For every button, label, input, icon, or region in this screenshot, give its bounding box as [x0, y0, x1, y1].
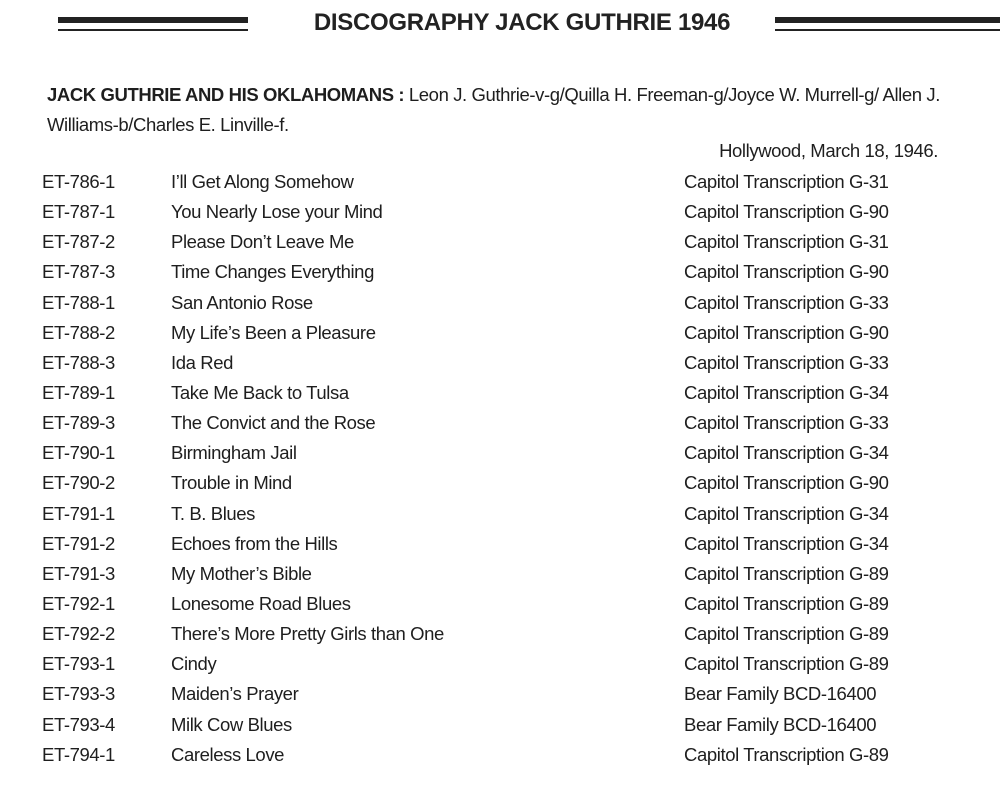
song-title: Ida Red — [171, 351, 233, 373]
issue-label: Capitol Transcription G-31 — [684, 171, 889, 192]
band-name: JACK GUTHRIE AND HIS OKLAHOMANS : — [47, 84, 405, 105]
list-item — [0, 227, 1000, 257]
issue-label: Capitol Transcription G-34 — [684, 381, 889, 403]
list-item — [0, 499, 1000, 529]
matrix-number: ET-787-3 — [42, 261, 115, 283]
issue-label: Capitol Transcription G-89 — [684, 653, 889, 675]
matrix-number: ET-790-1 — [42, 442, 115, 464]
matrix-number: ET-791-2 — [42, 532, 115, 554]
song-title: I’ll Get Along Somehow — [171, 171, 354, 192]
personnel-list: Leon J. Guthrie-v-g/Quilla H. Freeman-g/Joyce W. Murrell-g/ Allen J. Williams-b/Charles E. Linville-f. — [47, 84, 940, 135]
list-item — [0, 589, 1000, 619]
list-item — [0, 619, 1000, 649]
page-title: DISCOGRAPHY JACK GUTHRIE 1946 — [313, 9, 731, 36]
issue-label: Capitol Transcription G-33 — [684, 351, 889, 373]
list-item — [0, 408, 1000, 438]
issue-label: Capitol Transcription G-89 — [684, 592, 889, 614]
matrix-number: ET-787-2 — [42, 231, 115, 253]
issue-label: Capitol Transcription G-89 — [684, 623, 889, 645]
recordings-list — [0, 167, 1000, 770]
issue-label: Capitol Transcription G-33 — [684, 412, 889, 434]
list-item — [0, 318, 1000, 348]
issue-label: Capitol Transcription G-90 — [684, 201, 889, 223]
issue-label: Capitol Transcription G-34 — [684, 442, 889, 464]
song-title: Birmingham Jail — [171, 442, 297, 464]
issue-label: Bear Family BCD-16400 — [684, 683, 877, 705]
matrix-number: ET-788-1 — [42, 291, 115, 313]
list-item — [0, 167, 1000, 197]
song-title: You Nearly Lose your Mind — [171, 201, 383, 223]
list-item — [0, 348, 1000, 378]
list-item — [0, 468, 1000, 498]
song-title: Cindy — [171, 653, 217, 675]
list-item — [0, 559, 1000, 589]
song-title: Echoes from the Hills — [171, 532, 338, 554]
issue-label: Capitol Transcription G-89 — [684, 743, 889, 765]
song-title: Time Changes Everything — [171, 261, 374, 283]
matrix-number: ET-788-2 — [42, 321, 115, 343]
list-item — [0, 197, 1000, 227]
matrix-number: ET-789-3 — [42, 412, 115, 434]
list-item — [0, 288, 1000, 318]
song-title: The Convict and the Rose — [171, 412, 376, 434]
issue-label: Capitol Transcription G-34 — [684, 502, 889, 524]
list-item — [0, 378, 1000, 408]
list-item — [0, 529, 1000, 559]
issue-label: Capitol Transcription G-31 — [684, 231, 889, 253]
issue-label: Capitol Transcription G-33 — [684, 291, 889, 313]
list-item — [0, 710, 1000, 740]
matrix-number: ET-787-1 — [42, 201, 115, 223]
song-title: San Antonio Rose — [171, 291, 313, 313]
list-item — [0, 257, 1000, 287]
song-title: Take Me Back to Tulsa — [171, 381, 349, 403]
matrix-number: ET-792-2 — [42, 623, 115, 645]
matrix-number: ET-789-1 — [42, 381, 115, 403]
song-title: Please Don’t Leave Me — [171, 231, 354, 253]
song-title: Milk Cow Blues — [171, 713, 292, 735]
issue-label: Capitol Transcription G-90 — [684, 321, 889, 343]
matrix-number: ET-791-3 — [42, 562, 115, 584]
list-item — [0, 649, 1000, 679]
matrix-number: ET-792-1 — [42, 592, 115, 614]
song-title: My Life’s Been a Pleasure — [171, 321, 376, 343]
matrix-number: ET-793-3 — [42, 683, 115, 705]
matrix-number: ET-786-1 — [42, 171, 115, 192]
song-title: T. B. Blues — [171, 502, 256, 524]
session-personnel — [47, 80, 947, 140]
issue-label: Capitol Transcription G-89 — [684, 562, 889, 584]
matrix-number: ET-788-3 — [42, 351, 115, 373]
issue-label: Bear Family BCD-16400 — [684, 713, 877, 735]
song-title: My Mother’s Bible — [171, 562, 312, 584]
issue-label: Capitol Transcription G-90 — [684, 472, 889, 494]
list-item — [0, 740, 1000, 770]
song-title: Trouble in Mind — [171, 472, 292, 494]
matrix-number: ET-790-2 — [42, 472, 115, 494]
issue-label: Capitol Transcription G-34 — [684, 532, 889, 554]
matrix-number: ET-794-1 — [42, 743, 115, 765]
song-title: Careless Love — [171, 743, 285, 765]
issue-label: Capitol Transcription G-90 — [684, 261, 889, 283]
song-title: There’s More Pretty Girls than One — [171, 623, 444, 645]
list-item — [0, 679, 1000, 709]
song-title: Maiden’s Prayer — [171, 683, 299, 705]
matrix-number: ET-793-4 — [42, 713, 115, 735]
song-title: Lonesome Road Blues — [171, 592, 351, 614]
matrix-number: ET-793-1 — [42, 653, 115, 675]
list-item — [0, 438, 1000, 468]
matrix-number: ET-791-1 — [42, 502, 115, 524]
session-place-date: Hollywood, March 18, 1946. — [719, 140, 938, 161]
